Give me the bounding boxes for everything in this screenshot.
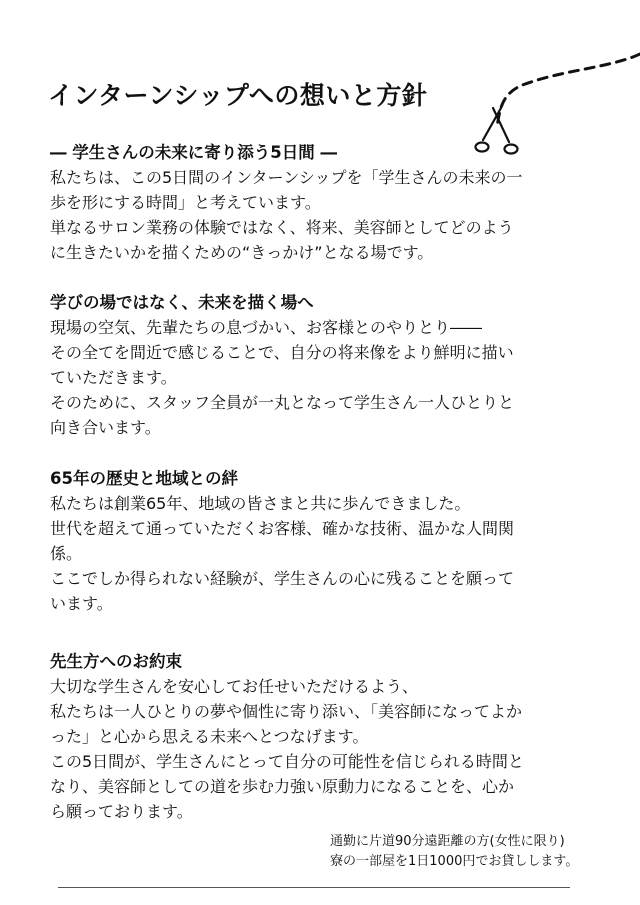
body-line: 係。 — [50, 544, 83, 563]
note-line: 寮の一部屋を1日1000円でお貸しします。 — [330, 854, 579, 869]
body-line: ら願っております。 — [50, 802, 193, 821]
body-line: 世代を超えて通っていただくお客様、確かな技術、温かな人間関 — [50, 519, 515, 538]
section-heading: ― 学生さんの未来に寄り添う5日間 ― — [50, 143, 337, 162]
note-line: 通勤に片道90分遠距離の方(女性に限り) — [330, 834, 565, 849]
section-heading: 学びの場ではなく、未来を描く場へ — [50, 293, 314, 312]
bottom-divider — [58, 887, 570, 888]
section-history — [50, 466, 610, 616]
section-promise — [50, 649, 610, 824]
body-line: ここでしか得られない経験が、学生さんの心に残ることを願って — [50, 569, 515, 588]
body-line: 単なるサロン業務の体験ではなく、将来、美容師としてどのよう — [50, 218, 514, 237]
dormitory-note — [330, 832, 600, 872]
body-line: った」と心から思える未来へとつなげます。 — [50, 727, 369, 746]
body-line: なり、美容師としての道を歩む力強い原動力になることを、心か — [50, 777, 515, 796]
section-heading: 65年の歴史と地域との絆 — [50, 469, 238, 488]
body-line: 歩を形にする時間」と考えています。 — [50, 193, 321, 212]
section-future — [50, 140, 610, 265]
body-line: その全てを間近で感じることで、自分の将来像をより鮮明に描い — [50, 343, 514, 362]
body-line: 私たちは創業65年、地域の皆さまと共に歩んできました。 — [50, 494, 471, 513]
body-line: 私たちは、この5日間のインターンシップを「学生さんの未来の一 — [50, 168, 523, 187]
body-line: 私たちは一人ひとりの夢や個性に寄り添い、「美容師になってよか — [50, 702, 523, 721]
page-title: インターンシップへの想いと方針 — [48, 81, 428, 110]
body-line: 向き合います。 — [50, 418, 161, 437]
body-line: に生きたいかを描くための“きっかけ”となる場です。 — [50, 243, 434, 262]
body-line: ていただきます。 — [50, 368, 177, 387]
body-line: 大切な学生さんを安心してお任せいただけるよう、 — [50, 677, 419, 696]
body-line: 現場の空気、先輩たちの息づかい、お客様とのやりとり―― — [50, 318, 483, 337]
body-line: そのために、スタッフ全員が一丸となって学生さん一人ひとりと — [50, 393, 515, 412]
section-learning — [50, 290, 610, 440]
body-line: この5日間が、学生さんにとって自分の可能性を信じられる時間と — [50, 752, 524, 771]
body-line: います。 — [50, 594, 113, 613]
section-heading: 先生方へのお約束 — [50, 652, 182, 671]
